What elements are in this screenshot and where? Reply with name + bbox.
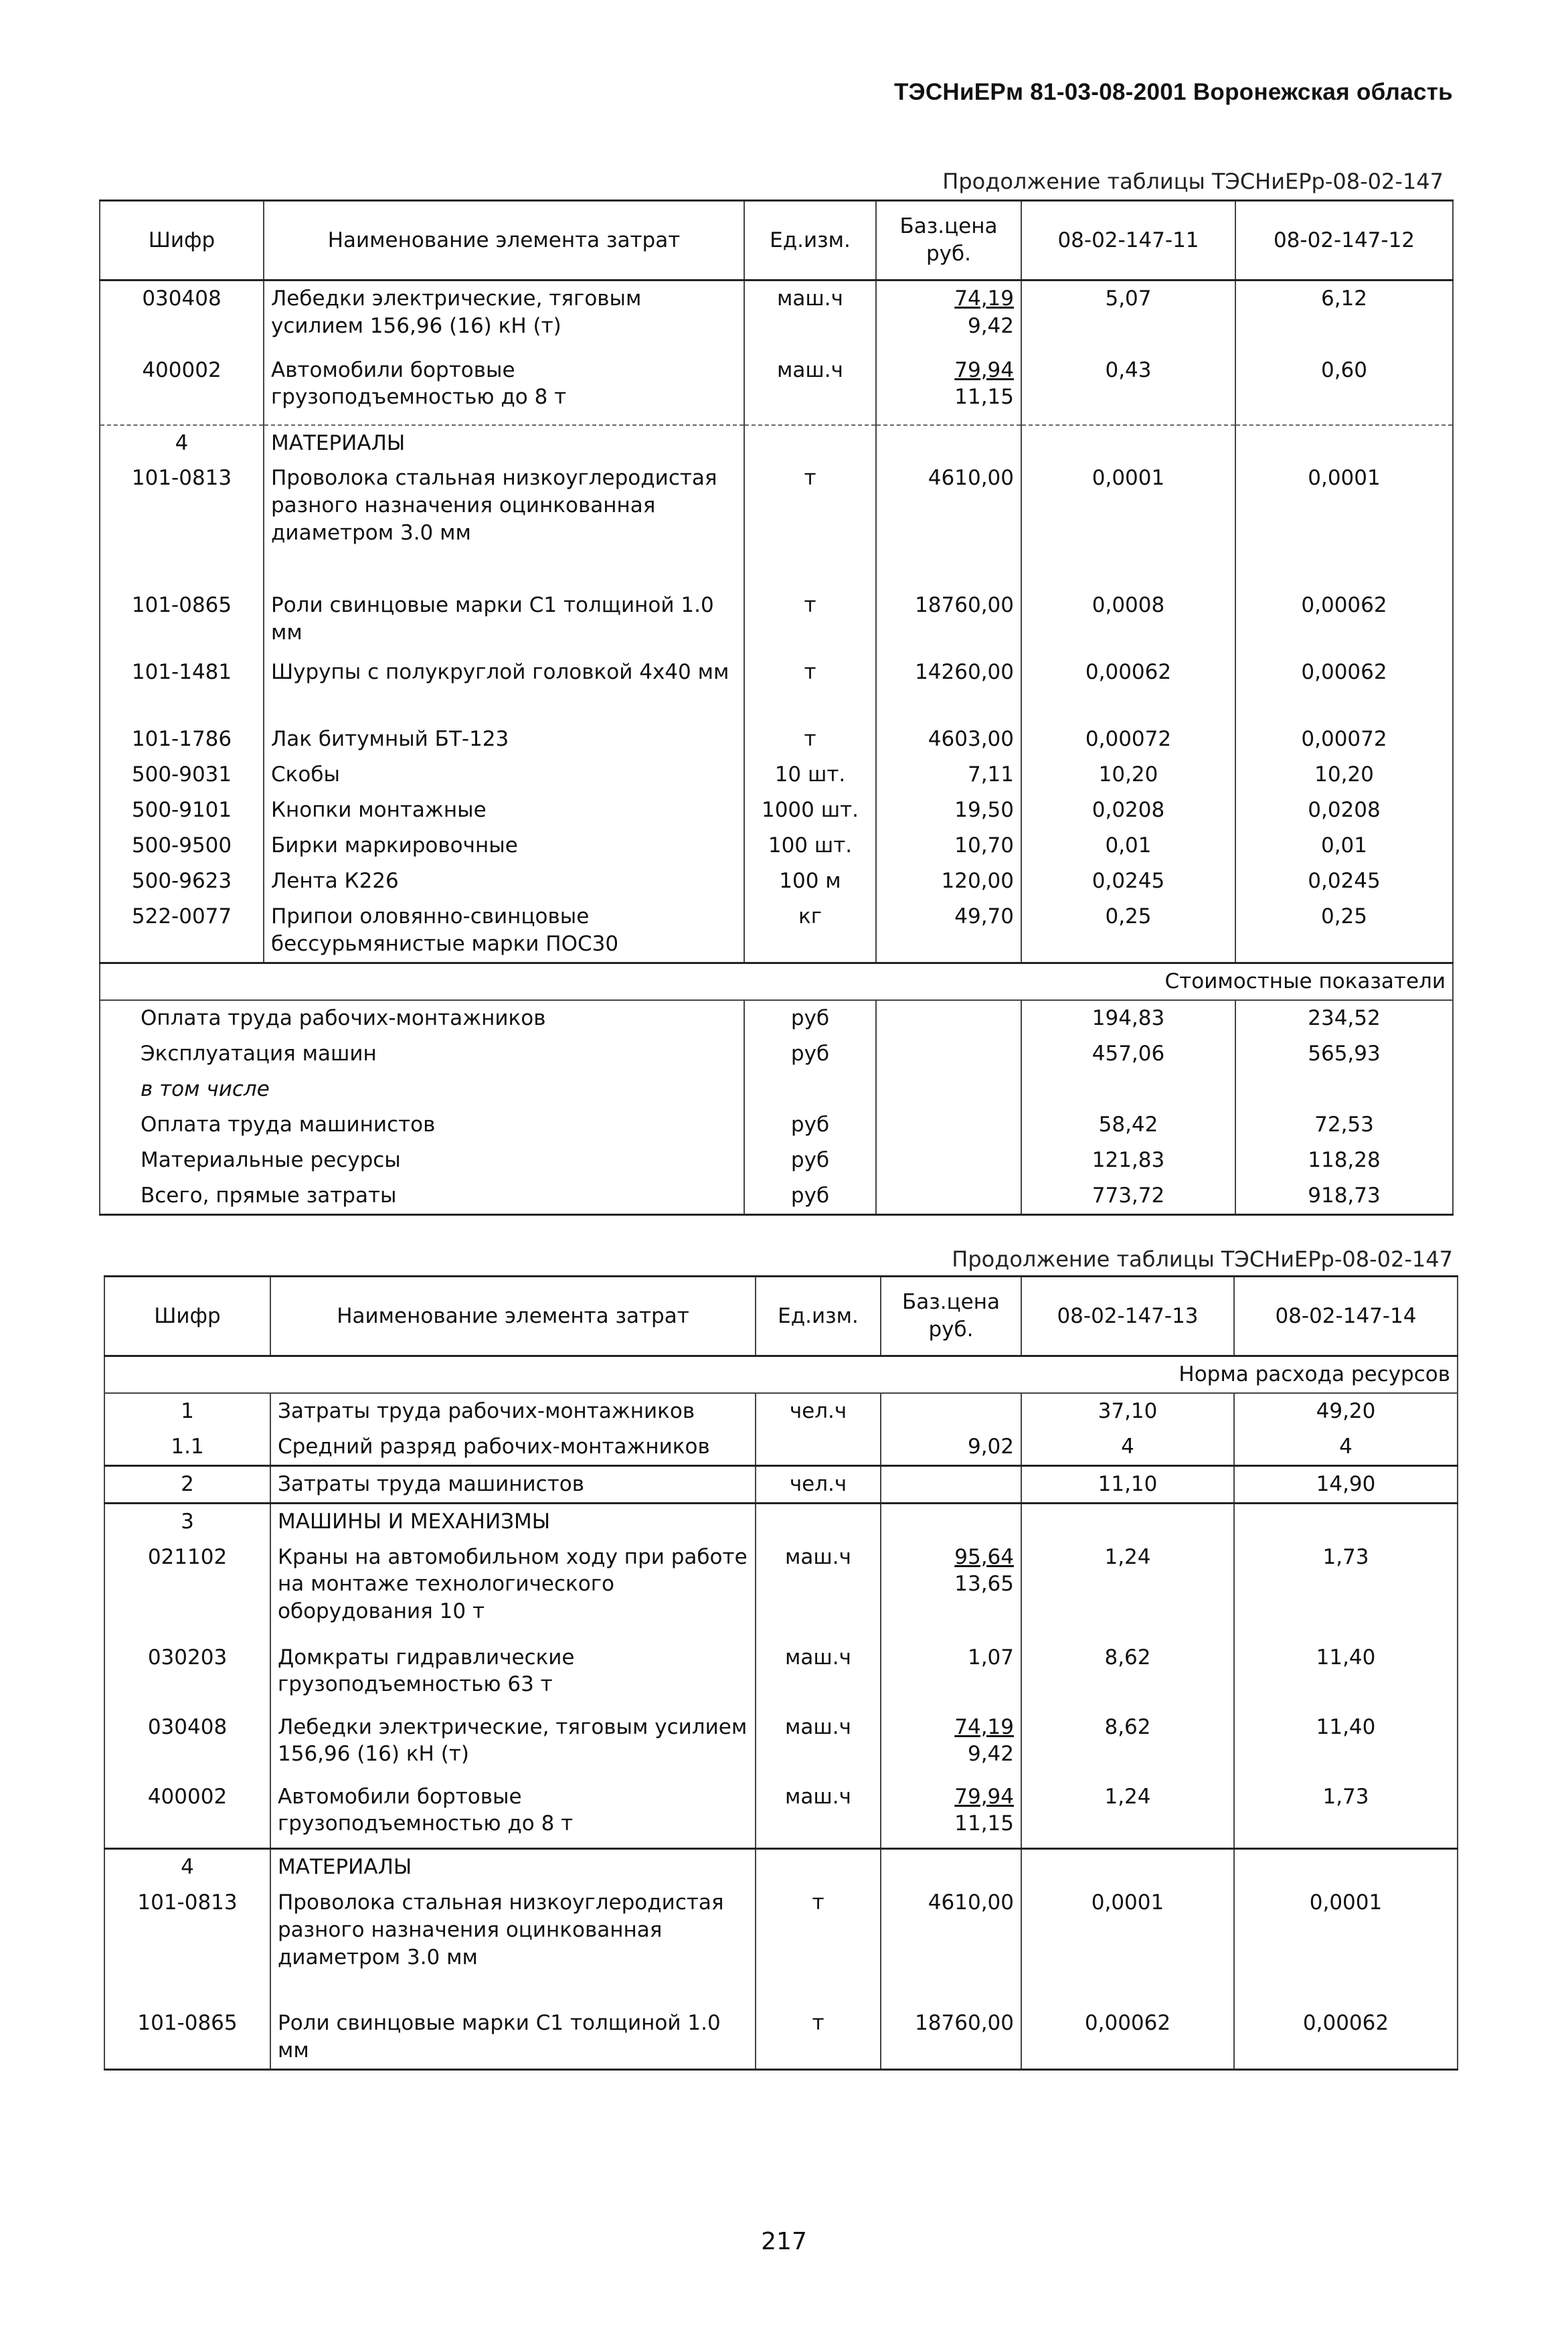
cost-row-value-2: 234,52 xyxy=(1235,1000,1453,1036)
row-unit: маш.ч xyxy=(756,1640,881,1710)
row-norm-value-2: 0,00062 xyxy=(1234,2006,1458,2069)
row-norm-value-2: 0,60 xyxy=(1235,353,1453,425)
row-price xyxy=(881,1849,1021,1885)
row-name: Проволока стальная низкоуглеродистая разного назначения оцинкованная диаметром 3.0 мм xyxy=(264,461,744,588)
row-code: 101-0813 xyxy=(104,1885,270,2006)
table-row xyxy=(100,461,1453,588)
row-price xyxy=(876,655,1021,722)
row-price xyxy=(876,280,1021,353)
row-name: Затраты труда рабочих-монтажников xyxy=(270,1393,756,1429)
page-number: 217 xyxy=(761,2228,807,2255)
row-norm-value-1: 0,0208 xyxy=(1021,793,1235,828)
table-row xyxy=(104,1429,1458,1465)
row-code: 1 xyxy=(104,1393,270,1429)
cost-row-unit xyxy=(744,1072,876,1107)
row-norm-value-1: 8,62 xyxy=(1021,1640,1234,1710)
row-code: 101-1481 xyxy=(100,655,264,722)
table-row xyxy=(100,828,1453,864)
cost-row xyxy=(100,1178,1453,1214)
cost-table-1 xyxy=(99,199,1454,1216)
row-price-value: 10,70 xyxy=(954,833,1014,858)
row-price-machinist-wage: 11,15 xyxy=(954,1811,1014,1836)
table-row xyxy=(100,793,1453,828)
row-norm-value-1: 8,62 xyxy=(1021,1710,1234,1779)
table-row xyxy=(100,899,1453,963)
row-norm-value-2 xyxy=(1235,425,1453,461)
row-name: Роли свинцовые марки С1 толщиной 1.0 мм xyxy=(270,2006,756,2069)
norm-heading-row xyxy=(104,1356,1458,1393)
row-norm-value-1: 0,25 xyxy=(1021,899,1235,963)
row-price xyxy=(876,899,1021,963)
row-norm-value-1: 0,01 xyxy=(1021,828,1235,864)
row-norm-value-1: 5,07 xyxy=(1021,280,1235,353)
row-code: 3 xyxy=(104,1503,270,1539)
col-header-name: Наименование элемента затрат xyxy=(270,1277,756,1356)
row-name: Средний разряд рабочих-монтажников xyxy=(270,1429,756,1465)
row-code: 4 xyxy=(104,1849,270,1885)
row-price-value: 7,11 xyxy=(967,762,1014,787)
row-unit: чел.ч xyxy=(756,1465,881,1503)
table-row xyxy=(100,864,1453,899)
cost-row xyxy=(100,1107,1453,1143)
row-code: 101-0813 xyxy=(100,461,264,588)
row-price xyxy=(881,1885,1021,2006)
cost-row xyxy=(100,1143,1453,1178)
row-code: 500-9500 xyxy=(100,828,264,864)
row-code: 400002 xyxy=(100,353,264,425)
row-norm-value-1: 0,43 xyxy=(1021,353,1235,425)
row-norm-value-1: 1,24 xyxy=(1021,1779,1234,1849)
row-price-value: 18760,00 xyxy=(915,2010,1014,2035)
table2-caption: Продолжение таблицы ТЭСНиЕРр-08-02-147 xyxy=(952,1246,1453,1272)
row-price-value: 14260,00 xyxy=(915,660,1014,685)
cost-row-value-1: 457,06 xyxy=(1021,1036,1235,1072)
row-price-value: 49,70 xyxy=(954,904,1014,929)
row-norm-value-1: 11,10 xyxy=(1021,1465,1234,1503)
row-norm-value-1: 0,0001 xyxy=(1021,1885,1234,2006)
row-name: Лебедки электрические, тяговым усилием 156,96 (16) кН (т) xyxy=(270,1710,756,1779)
row-norm-value-2: 6,12 xyxy=(1235,280,1453,353)
row-unit: т xyxy=(744,655,876,722)
col-header-unit: Ед.изм. xyxy=(756,1277,881,1356)
row-name: Припои оловянно-свинцовые бессурьмянистые марки ПОС30 xyxy=(264,899,744,963)
row-price-value: 120,00 xyxy=(941,869,1014,894)
row-price-value: 4603,00 xyxy=(928,727,1014,752)
row-price-machinist-wage: 13,65 xyxy=(954,1572,1014,1597)
row-price xyxy=(876,793,1021,828)
row-price xyxy=(881,1779,1021,1849)
row-price-value: 79,94 xyxy=(954,357,1014,382)
row-name: МАТЕРИАЛЫ xyxy=(270,1849,756,1885)
table-row xyxy=(104,2006,1458,2069)
row-price xyxy=(881,1710,1021,1779)
row-unit: маш.ч xyxy=(756,1540,881,1640)
row-price-value: 4610,00 xyxy=(928,466,1014,491)
table-row xyxy=(104,1503,1458,1539)
row-unit: т xyxy=(744,588,876,655)
cost-row-unit: руб xyxy=(744,1036,876,1072)
table-row xyxy=(100,655,1453,722)
table2-header-row xyxy=(104,1277,1458,1356)
cost-row-value-1: 121,83 xyxy=(1021,1143,1235,1178)
row-norm-value-1: 0,00062 xyxy=(1021,655,1235,722)
col-header-name: Наименование элемента затрат xyxy=(264,201,744,280)
row-unit: 100 шт. xyxy=(744,828,876,864)
table-row xyxy=(104,1393,1458,1429)
cost-row-unit: руб xyxy=(744,1000,876,1036)
table-row xyxy=(104,1885,1458,2006)
row-unit: т xyxy=(744,722,876,757)
row-code: 030408 xyxy=(100,280,264,353)
row-unit: т xyxy=(756,1885,881,2006)
col-header-norm-12: 08-02-147-12 xyxy=(1235,201,1453,280)
col-header-price: Баз.цена руб. xyxy=(876,201,1021,280)
row-price-machinist-wage: 9,42 xyxy=(967,1742,1014,1767)
row-name: МАШИНЫ И МЕХАНИЗМЫ xyxy=(270,1503,756,1539)
row-code: 101-1786 xyxy=(100,722,264,757)
row-unit: 1000 шт. xyxy=(744,793,876,828)
table-row xyxy=(100,280,1453,353)
table-row xyxy=(100,757,1453,793)
row-price xyxy=(881,1640,1021,1710)
row-price-value: 4610,00 xyxy=(928,1890,1014,1915)
table-row xyxy=(104,1540,1458,1640)
table-row xyxy=(100,425,1453,461)
cost-row-value-1: 58,42 xyxy=(1021,1107,1235,1143)
row-norm-value-2 xyxy=(1234,1849,1458,1885)
row-price xyxy=(876,353,1021,425)
row-price xyxy=(881,1393,1021,1429)
row-unit xyxy=(756,1503,881,1539)
col-header-norm-13: 08-02-147-13 xyxy=(1021,1277,1234,1356)
row-price xyxy=(881,2006,1021,2069)
col-header-price: Баз.цена руб. xyxy=(881,1277,1021,1356)
row-price xyxy=(876,461,1021,588)
row-code: 101-0865 xyxy=(100,588,264,655)
table-row xyxy=(104,1779,1458,1849)
row-name: Шурупы с полукруглой головкой 4х40 мм xyxy=(264,655,744,722)
table1-header-row xyxy=(100,201,1453,280)
row-norm-value-1: 0,0001 xyxy=(1021,461,1235,588)
table-row xyxy=(104,1849,1458,1885)
row-name: Проволока стальная низкоуглеродистая разного назначения оцинкованная диаметром 3.0 мм xyxy=(270,1885,756,2006)
row-name: МАТЕРИАЛЫ xyxy=(264,425,744,461)
cost-row-value-1: 773,72 xyxy=(1021,1178,1235,1214)
row-code: 1.1 xyxy=(104,1429,270,1465)
cost-row-price-empty xyxy=(876,1107,1021,1143)
row-norm-value-2: 0,0208 xyxy=(1235,793,1453,828)
table-row xyxy=(100,353,1453,425)
row-norm-value-2: 0,0001 xyxy=(1235,461,1453,588)
row-norm-value-2: 1,73 xyxy=(1234,1779,1458,1849)
row-norm-value-2 xyxy=(1234,1503,1458,1539)
row-price xyxy=(881,1540,1021,1640)
row-name: Бирки маркировочные xyxy=(264,828,744,864)
row-norm-value-1: 4 xyxy=(1021,1429,1234,1465)
row-norm-value-2: 49,20 xyxy=(1234,1393,1458,1429)
row-price xyxy=(881,1465,1021,1503)
row-unit xyxy=(756,1849,881,1885)
row-unit: 10 шт. xyxy=(744,757,876,793)
row-norm-value-2: 11,40 xyxy=(1234,1710,1458,1779)
row-unit: маш.ч xyxy=(756,1710,881,1779)
row-unit: чел.ч xyxy=(756,1393,881,1429)
table1-caption: Продолжение таблицы ТЭСНиЕРр-08-02-147 xyxy=(942,169,1444,194)
table-row xyxy=(100,722,1453,757)
row-price xyxy=(876,757,1021,793)
row-name: Кнопки монтажные xyxy=(264,793,744,828)
row-norm-value-2: 0,0001 xyxy=(1234,1885,1458,2006)
table-row xyxy=(104,1710,1458,1779)
row-price xyxy=(881,1503,1021,1539)
row-price xyxy=(876,722,1021,757)
cost-row-value-1: 194,83 xyxy=(1021,1000,1235,1036)
row-name: Лебедки электрические, тяговым усилием 156,96 (16) кН (т) xyxy=(264,280,744,353)
row-price-value: 74,19 xyxy=(954,287,1014,311)
row-norm-value-1: 1,24 xyxy=(1021,1540,1234,1640)
row-name: Лента К226 xyxy=(264,864,744,899)
row-norm-value-2: 0,0245 xyxy=(1235,864,1453,899)
cost-row-value-2 xyxy=(1235,1072,1453,1107)
cost-row-unit: руб xyxy=(744,1143,876,1178)
row-code: 030203 xyxy=(104,1640,270,1710)
row-code: 4 xyxy=(100,425,264,461)
row-unit: т xyxy=(756,2006,881,2069)
row-norm-value-1: 0,00072 xyxy=(1021,722,1235,757)
row-price-value: 19,50 xyxy=(954,798,1014,823)
norm-heading: Норма расхода ресурсов xyxy=(104,1356,1458,1393)
cost-row-price-empty xyxy=(876,1072,1021,1107)
row-price-value: 79,94 xyxy=(954,1784,1014,1809)
row-code: 500-9031 xyxy=(100,757,264,793)
row-price xyxy=(876,588,1021,655)
row-norm-value-1: 0,00062 xyxy=(1021,2006,1234,2069)
cost-table-2 xyxy=(104,1275,1458,2071)
row-unit: 100 м xyxy=(744,864,876,899)
row-name: Скобы xyxy=(264,757,744,793)
row-price-value: 1,07 xyxy=(967,1645,1014,1670)
row-price-machinist-wage: 11,15 xyxy=(954,385,1014,410)
row-unit xyxy=(756,1429,881,1465)
row-norm-value-2: 0,01 xyxy=(1235,828,1453,864)
cost-row-value-1 xyxy=(1021,1072,1235,1107)
cost-row xyxy=(100,1036,1453,1072)
row-price-value: 18760,00 xyxy=(915,593,1014,618)
row-name: Домкраты гидравлические грузоподъемностью 63 т xyxy=(270,1640,756,1710)
cost-row-value-2: 118,28 xyxy=(1235,1143,1453,1178)
cost-heading: Стоимостные показатели xyxy=(100,963,1453,1000)
row-norm-value-1: 10,20 xyxy=(1021,757,1235,793)
row-unit xyxy=(744,425,876,461)
row-norm-value-2: 4 xyxy=(1234,1429,1458,1465)
row-code: 030408 xyxy=(104,1710,270,1779)
row-name: Краны на автомобильном ходу при работе на монтаже технологического оборудования 10 т xyxy=(270,1540,756,1640)
row-norm-value-2: 11,40 xyxy=(1234,1640,1458,1710)
row-price-value: 74,19 xyxy=(954,1714,1014,1739)
row-code: 021102 xyxy=(104,1540,270,1640)
col-header-norm-11: 08-02-147-11 xyxy=(1021,201,1235,280)
row-price-value: 95,64 xyxy=(954,1544,1014,1569)
cost-row-name: Материальные ресурсы xyxy=(100,1143,744,1178)
row-unit: маш.ч xyxy=(756,1779,881,1849)
row-code: 500-9101 xyxy=(100,793,264,828)
row-code: 400002 xyxy=(104,1779,270,1849)
row-norm-value-1: 0,0008 xyxy=(1021,588,1235,655)
row-code: 101-0865 xyxy=(104,2006,270,2069)
row-unit: т xyxy=(744,461,876,588)
cost-row-name: в том числе xyxy=(100,1072,744,1107)
cost-row-name: Оплата труда рабочих-монтажников xyxy=(100,1000,744,1036)
row-price xyxy=(876,864,1021,899)
col-header-code: Шифр xyxy=(104,1277,270,1356)
row-unit: кг xyxy=(744,899,876,963)
row-norm-value-2: 0,00062 xyxy=(1235,588,1453,655)
cost-row-price-empty xyxy=(876,1178,1021,1214)
row-norm-value-2: 1,73 xyxy=(1234,1540,1458,1640)
row-norm-value-1 xyxy=(1021,425,1235,461)
row-price xyxy=(881,1429,1021,1465)
cost-row-value-2: 918,73 xyxy=(1235,1178,1453,1214)
row-price-machinist-wage: 9,42 xyxy=(967,313,1014,338)
table-row xyxy=(104,1640,1458,1710)
table-row xyxy=(100,588,1453,655)
row-price-value: 9,02 xyxy=(967,1434,1014,1459)
row-name: Автомобили бортовые грузоподъемностью до 8 т xyxy=(264,353,744,425)
row-norm-value-1 xyxy=(1021,1849,1234,1885)
cost-row-unit: руб xyxy=(744,1178,876,1214)
col-header-norm-14: 08-02-147-14 xyxy=(1234,1277,1458,1356)
table-row xyxy=(104,1465,1458,1503)
col-header-unit: Ед.изм. xyxy=(744,201,876,280)
row-unit: маш.ч xyxy=(744,280,876,353)
row-norm-value-1 xyxy=(1021,1503,1234,1539)
row-code: 522-0077 xyxy=(100,899,264,963)
col-header-code: Шифр xyxy=(100,201,264,280)
row-norm-value-1: 37,10 xyxy=(1021,1393,1234,1429)
cost-row xyxy=(100,1072,1453,1107)
cost-row-name: Оплата труда машинистов xyxy=(100,1107,744,1143)
row-code: 2 xyxy=(104,1465,270,1503)
row-unit: маш.ч xyxy=(744,353,876,425)
cost-heading-row xyxy=(100,963,1453,1000)
row-name: Роли свинцовые марки С1 толщиной 1.0 мм xyxy=(264,588,744,655)
cost-row-price-empty xyxy=(876,1036,1021,1072)
cost-row-price-empty xyxy=(876,1143,1021,1178)
cost-row xyxy=(100,1000,1453,1036)
row-name: Лак битумный БТ-123 xyxy=(264,722,744,757)
row-norm-value-2: 0,00072 xyxy=(1235,722,1453,757)
row-norm-value-2: 0,25 xyxy=(1235,899,1453,963)
row-norm-value-2: 0,00062 xyxy=(1235,655,1453,722)
cost-row-name: Всего, прямые затраты xyxy=(100,1178,744,1214)
cost-row-unit: руб xyxy=(744,1107,876,1143)
cost-row-value-2: 72,53 xyxy=(1235,1107,1453,1143)
cost-row-price-empty xyxy=(876,1000,1021,1036)
row-name: Затраты труда машинистов xyxy=(270,1465,756,1503)
cost-row-name: Эксплуатация машин xyxy=(100,1036,744,1072)
row-norm-value-1: 0,0245 xyxy=(1021,864,1235,899)
row-norm-value-2: 14,90 xyxy=(1234,1465,1458,1503)
page-header-title: ТЭСНиЕРм 81-03-08-2001 Воронежская область xyxy=(893,79,1453,105)
row-price xyxy=(876,828,1021,864)
row-norm-value-2: 10,20 xyxy=(1235,757,1453,793)
cost-row-value-2: 565,93 xyxy=(1235,1036,1453,1072)
row-name: Автомобили бортовые грузоподъемностью до 8 т xyxy=(270,1779,756,1849)
row-code: 500-9623 xyxy=(100,864,264,899)
row-price xyxy=(876,425,1021,461)
